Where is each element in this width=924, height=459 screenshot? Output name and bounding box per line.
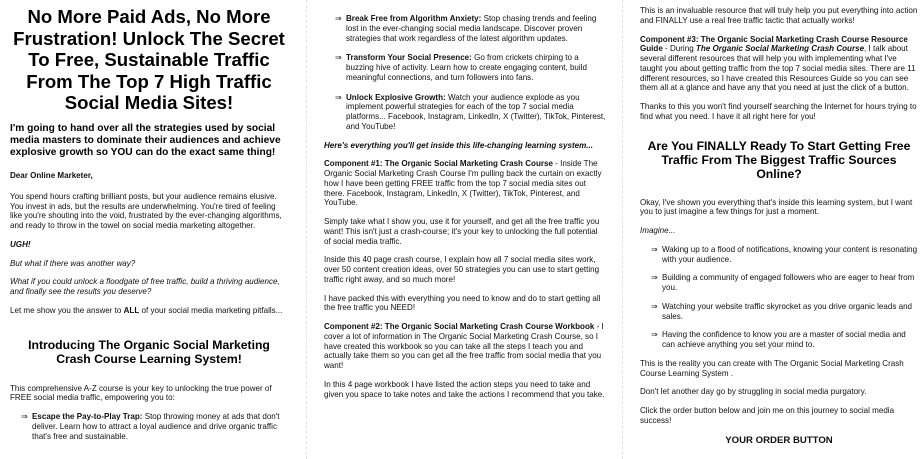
benefit-item: ⇒ Break Free from Algorithm Anxiety: Stop chasing trends and feeling lost in the ever-changing social media landscape. Discover proven strategies that work regardless of the latest algorithm updates.	[335, 14, 597, 43]
reality-paragraph: This is the reality you can create with The Organic Social Marketing Crash Course Learning System .	[640, 358, 904, 378]
component-1-paragraph: Component #1: The Organic Social Marketing Crash Course - Inside The Organic Social Marketing Crash Course I'm pulling back the curtain on exactly how I have been getting FREE traffic from the top 7 social media sites out there. Facebook, Instagram, LinkedIn, X (Twitter), TikTok, Pinterest, and YouTube.	[324, 159, 602, 208]
arrow-icon: ⇒	[651, 244, 658, 254]
arrow-icon: ⇒	[335, 92, 342, 102]
ugh-text: UGH!	[10, 239, 31, 249]
what-if-text: But what if there was another way?	[10, 258, 136, 268]
ready-heading: Are You FINALLY Ready To Start Getting Free Traffic From The Biggest Traffic Sources Online?	[647, 138, 911, 181]
column-divider	[622, 0, 623, 459]
inside-40-paragraph: Inside this 40 page crash course, I explain how all 7 social media sites work, over 50 content creation ideas, over 50 strategies you can use to start getting traffic right away, and so much more!	[324, 255, 600, 284]
comprehensive-paragraph: This comprehensive A-Z course is your key to unlocking the true power of FREE social media traffic, empowering you to:	[10, 383, 272, 403]
imagine-item: ⇒ Building a community of engaged followers who are eager to hear from you.	[651, 273, 915, 292]
simply-paragraph: Simply take what I show you, use it for yourself, and get all the free traffic you want! This isn't just a crash-course; it's your key to unlocking the full potential of social media traffic.	[324, 217, 600, 246]
component-2-paragraph: Component #2: The Organic Social Marketing Crash Course Workbook - I cover a lot of information in The Organic Social Marketing Crash Course, so I have created this workbook so you can take all the steps I teach you and actually take them so you can get all the free traffic from social media that you want!	[324, 322, 604, 370]
order-button[interactable]: YOUR ORDER BUTTON	[725, 434, 833, 446]
imagine-item: ⇒ Watching your website traffic skyrocket as you drive organic leads and sales.	[651, 301, 913, 321]
arrow-icon: ⇒	[651, 330, 658, 340]
click-paragraph: Click the order button below and join me on this journey to social media success!	[640, 406, 895, 425]
arrow-icon: ⇒	[335, 14, 342, 23]
imagine-item: ⇒ Having the confidence to know you are a master of social media and can achieve anything you set your mind to.	[651, 330, 906, 349]
let-me-show-paragraph: Let me show you the answer to ALL of your social media marketing pitfalls...	[10, 305, 283, 315]
imagine-text: Imagine...	[640, 226, 676, 235]
arrow-icon: ⇒	[335, 53, 342, 63]
main-headline: No More Paid Ads, No More Frustration! Unlock The Secret To Free, Sustainable Traffic From The Top 7 High Traffic Social Media Sites!	[13, 6, 285, 113]
imagine-item: ⇒ Waking up to a flood of notifications, knowing your content is resonating with your audience.	[651, 244, 918, 264]
invaluable-paragraph: This is an invaluable resource that will truly help you put everything into action and FINALLY use a real free traffic tactic that actually works!	[640, 6, 918, 25]
intro-paragraph: You spend hours crafting brilliant posts, but your audience remains elusive. You invest in ads, but the results are underwhelming. You're tired of feeling like you're shouting into the void, frustrated by the ever-changing algorithms, and ready to throw in the towel on social media marketing altogether.	[10, 191, 282, 231]
component-3-paragraph: Component #3: The Organic Social Marketing Crash Course Resource Guide - During The Organic Social Marketing Crash Course, I talk about several different resources that will help you with implementing what I've taught you about getting traffic from the top 7 social media sites. There are 11 different resources, so I have created this Resources Guide so you can see them all at a glance and have any that you need at just the click of a button.	[640, 34, 916, 93]
dont-let-paragraph: Don't let another day go by struggling in social media purgatory.	[640, 387, 867, 397]
benefit-item: ⇒ Transform Your Social Presence: Go from crickets chirping to a buzzing hive of activity. Learn how to create engaging content, build meaningful connections, and turn followers into fans.	[335, 53, 587, 82]
arrow-icon: ⇒	[21, 412, 28, 422]
column-right	[640, 0, 918, 459]
okay-paragraph: Okay, I've shown you everything that's inside this learning system, but I want you to just imagine a few things for just a moment.	[640, 197, 913, 217]
benefit-item: ⇒ Unlock Explosive Growth: Watch your audience explode as you implement powerful strategies for each of the top 7 social media platforms... Facebook, Instagram, LinkedIn, X (Twitter), TikTok, Pinterest, and YouTube!	[335, 92, 606, 131]
packed-paragraph: I have packed this with everything you need to know and do to start getting all the free traffic you NEED!	[324, 293, 601, 313]
column-middle	[324, 0, 606, 459]
sub-headline: I'm going to hand over all the strategies used by social media masters to dominate their audiences and achieve explosive growth so YOU can do the exact same thing!	[10, 122, 281, 158]
inside-heading: Here's everything you'll get inside this life-changing learning system...	[324, 140, 593, 150]
introducing-heading: Introducing The Organic Social Marketing Crash Course Learning System!	[28, 337, 270, 366]
column-divider	[306, 0, 307, 459]
arrow-icon: ⇒	[651, 301, 658, 311]
arrow-icon: ⇒	[651, 273, 658, 283]
workbook-paragraph: In this 4 page workbook I have listed the action steps you need to take and given you space to take notes and take the actions I recommend that you take.	[324, 379, 605, 399]
benefit-item: ⇒ Escape the Pay-to-Play Trap: Stop throwing money at ads that don't deliver. Learn how to attract a loyal audience and drive organic traffic that's free and sustainable.	[21, 412, 280, 441]
column-left	[10, 0, 288, 459]
salutation: Dear Online Marketer,	[10, 171, 93, 181]
what-if-paragraph: What if you could unlock a floodgate of free traffic, build a thriving audience, and finally see the results you deserve?	[10, 277, 280, 297]
thanks-paragraph: Thanks to this you won't find yourself searching the Internet for hours trying to find what you need. I have it all right here for you!	[640, 102, 917, 121]
